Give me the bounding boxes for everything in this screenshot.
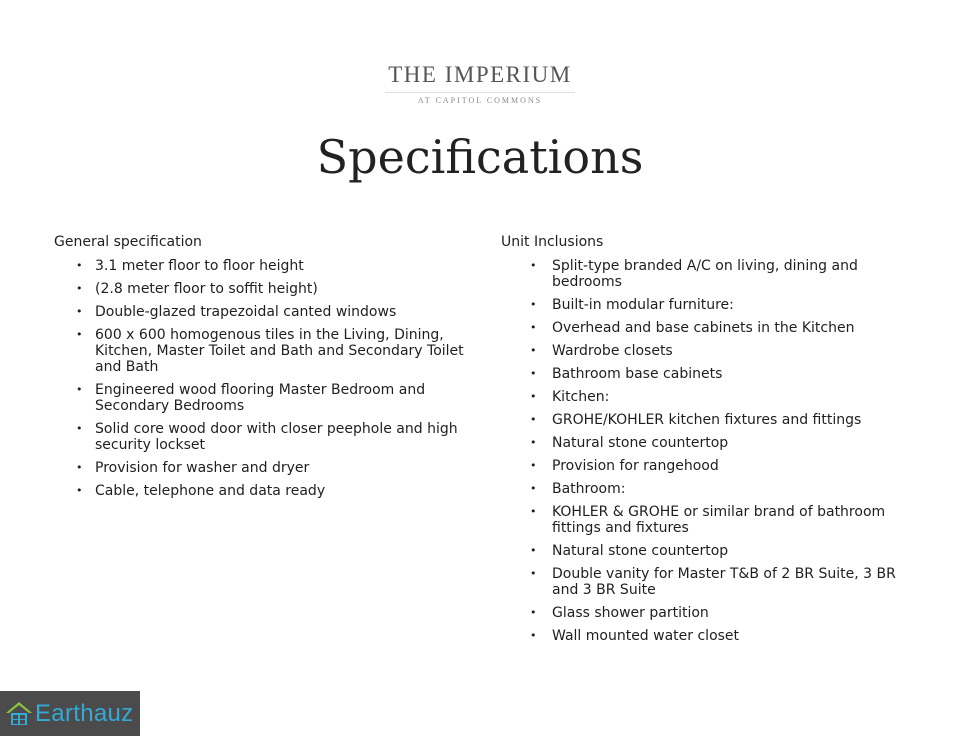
list-item-text: Provision for washer and dryer	[95, 460, 310, 476]
list-item-text: Bathroom:	[552, 481, 626, 497]
list-item	[54, 483, 464, 499]
list-item-text: Built-in modular furniture:	[552, 297, 734, 313]
bullet-icon: •	[76, 383, 83, 396]
bullet-icon: •	[530, 413, 537, 426]
bullet-icon: •	[76, 259, 83, 272]
list-item-text: Wardrobe closets	[552, 343, 673, 359]
bullet-icon: •	[530, 259, 537, 272]
bullet-icon: •	[530, 298, 537, 311]
bullet-icon: •	[76, 328, 83, 341]
earthauz-watermark	[0, 691, 140, 736]
list-item-text: Natural stone countertop	[552, 435, 729, 451]
list-item	[501, 628, 921, 644]
list-item-text: Natural stone countertop	[552, 543, 729, 559]
list-item	[501, 366, 921, 382]
brand-name: THE IMPERIUM	[388, 62, 572, 87]
list-item-text: Split-type branded A/C on living, dining and bedrooms	[552, 258, 858, 290]
list-item-text: Kitchen:	[552, 389, 610, 405]
bullet-icon: •	[530, 436, 537, 449]
list-item	[54, 258, 464, 274]
list-item-text: Double vanity for Master T&B of 2 BR Suite, 3 BR and 3 BR Suite	[552, 566, 896, 598]
list-item	[501, 543, 921, 559]
list-item	[501, 343, 921, 359]
list-item	[501, 566, 921, 598]
bullet-icon: •	[76, 422, 83, 435]
bullet-icon: •	[530, 505, 537, 518]
list-item	[501, 504, 921, 536]
list-item-text: Engineered wood flooring Master Bedroom and Secondary Bedrooms	[95, 382, 426, 414]
list-item	[54, 304, 464, 320]
general-specification-list	[54, 258, 464, 499]
house-icon	[4, 699, 34, 729]
bullet-icon: •	[76, 484, 83, 497]
list-item	[501, 320, 921, 336]
unit-inclusions-section	[501, 234, 921, 651]
bullet-icon: •	[530, 390, 537, 403]
list-item-text: KOHLER & GROHE or similar brand of bathroom fittings and fixtures	[552, 504, 886, 536]
page-title: Specifications	[316, 130, 644, 184]
bullet-icon: •	[530, 367, 537, 380]
list-item-text: Wall mounted water closet	[552, 628, 740, 644]
list-item-text: Glass shower partition	[552, 605, 709, 621]
list-item	[501, 389, 921, 405]
list-item-text: Double-glazed trapezoidal canted windows	[95, 304, 397, 320]
bullet-icon: •	[530, 544, 537, 557]
list-item	[501, 297, 921, 313]
list-item	[501, 481, 921, 497]
watermark-text: Earthauz	[35, 699, 134, 727]
general-specification-section	[54, 234, 464, 506]
list-item-text: (2.8 meter floor to soffit height)	[95, 281, 318, 297]
list-item-text: Provision for rangehood	[552, 458, 719, 474]
brand-tagline: AT CAPITOL COMMONS	[417, 96, 543, 105]
bullet-icon: •	[76, 282, 83, 295]
brand-header	[0, 62, 960, 105]
bullet-icon: •	[530, 567, 537, 580]
brand-divider	[385, 92, 575, 93]
list-item	[501, 412, 921, 428]
bullet-icon: •	[530, 629, 537, 642]
bullet-icon: •	[530, 344, 537, 357]
list-item-text: Overhead and base cabinets in the Kitchen	[552, 320, 855, 336]
bullet-icon: •	[530, 459, 537, 472]
list-item	[501, 258, 921, 290]
list-item-text: 3.1 meter floor to floor height	[95, 258, 304, 274]
list-item-text: GROHE/KOHLER kitchen fixtures and fittings	[552, 412, 862, 428]
list-item	[501, 435, 921, 451]
list-item-text: Bathroom base cabinets	[552, 366, 723, 382]
list-item	[54, 382, 464, 414]
bullet-icon: •	[76, 305, 83, 318]
list-item	[54, 327, 464, 375]
list-item	[501, 605, 921, 621]
unit-inclusions-heading: Unit Inclusions	[501, 234, 604, 250]
list-item	[501, 458, 921, 474]
list-item-text: 600 x 600 homogenous tiles in the Living, Dining, Kitchen, Master Toilet and Bath and Secondary Toilet and Bath	[95, 327, 464, 375]
unit-inclusions-list	[501, 258, 921, 644]
list-item	[54, 281, 464, 297]
bullet-icon: •	[76, 461, 83, 474]
general-specification-heading: General specification	[54, 234, 202, 250]
bullet-icon: •	[530, 321, 537, 334]
bullet-icon: •	[530, 482, 537, 495]
list-item	[54, 421, 464, 453]
list-item-text: Cable, telephone and data ready	[95, 483, 326, 499]
list-item-text: Solid core wood door with closer peephole and high security lockset	[95, 421, 458, 453]
list-item	[54, 460, 464, 476]
bullet-icon: •	[530, 606, 537, 619]
